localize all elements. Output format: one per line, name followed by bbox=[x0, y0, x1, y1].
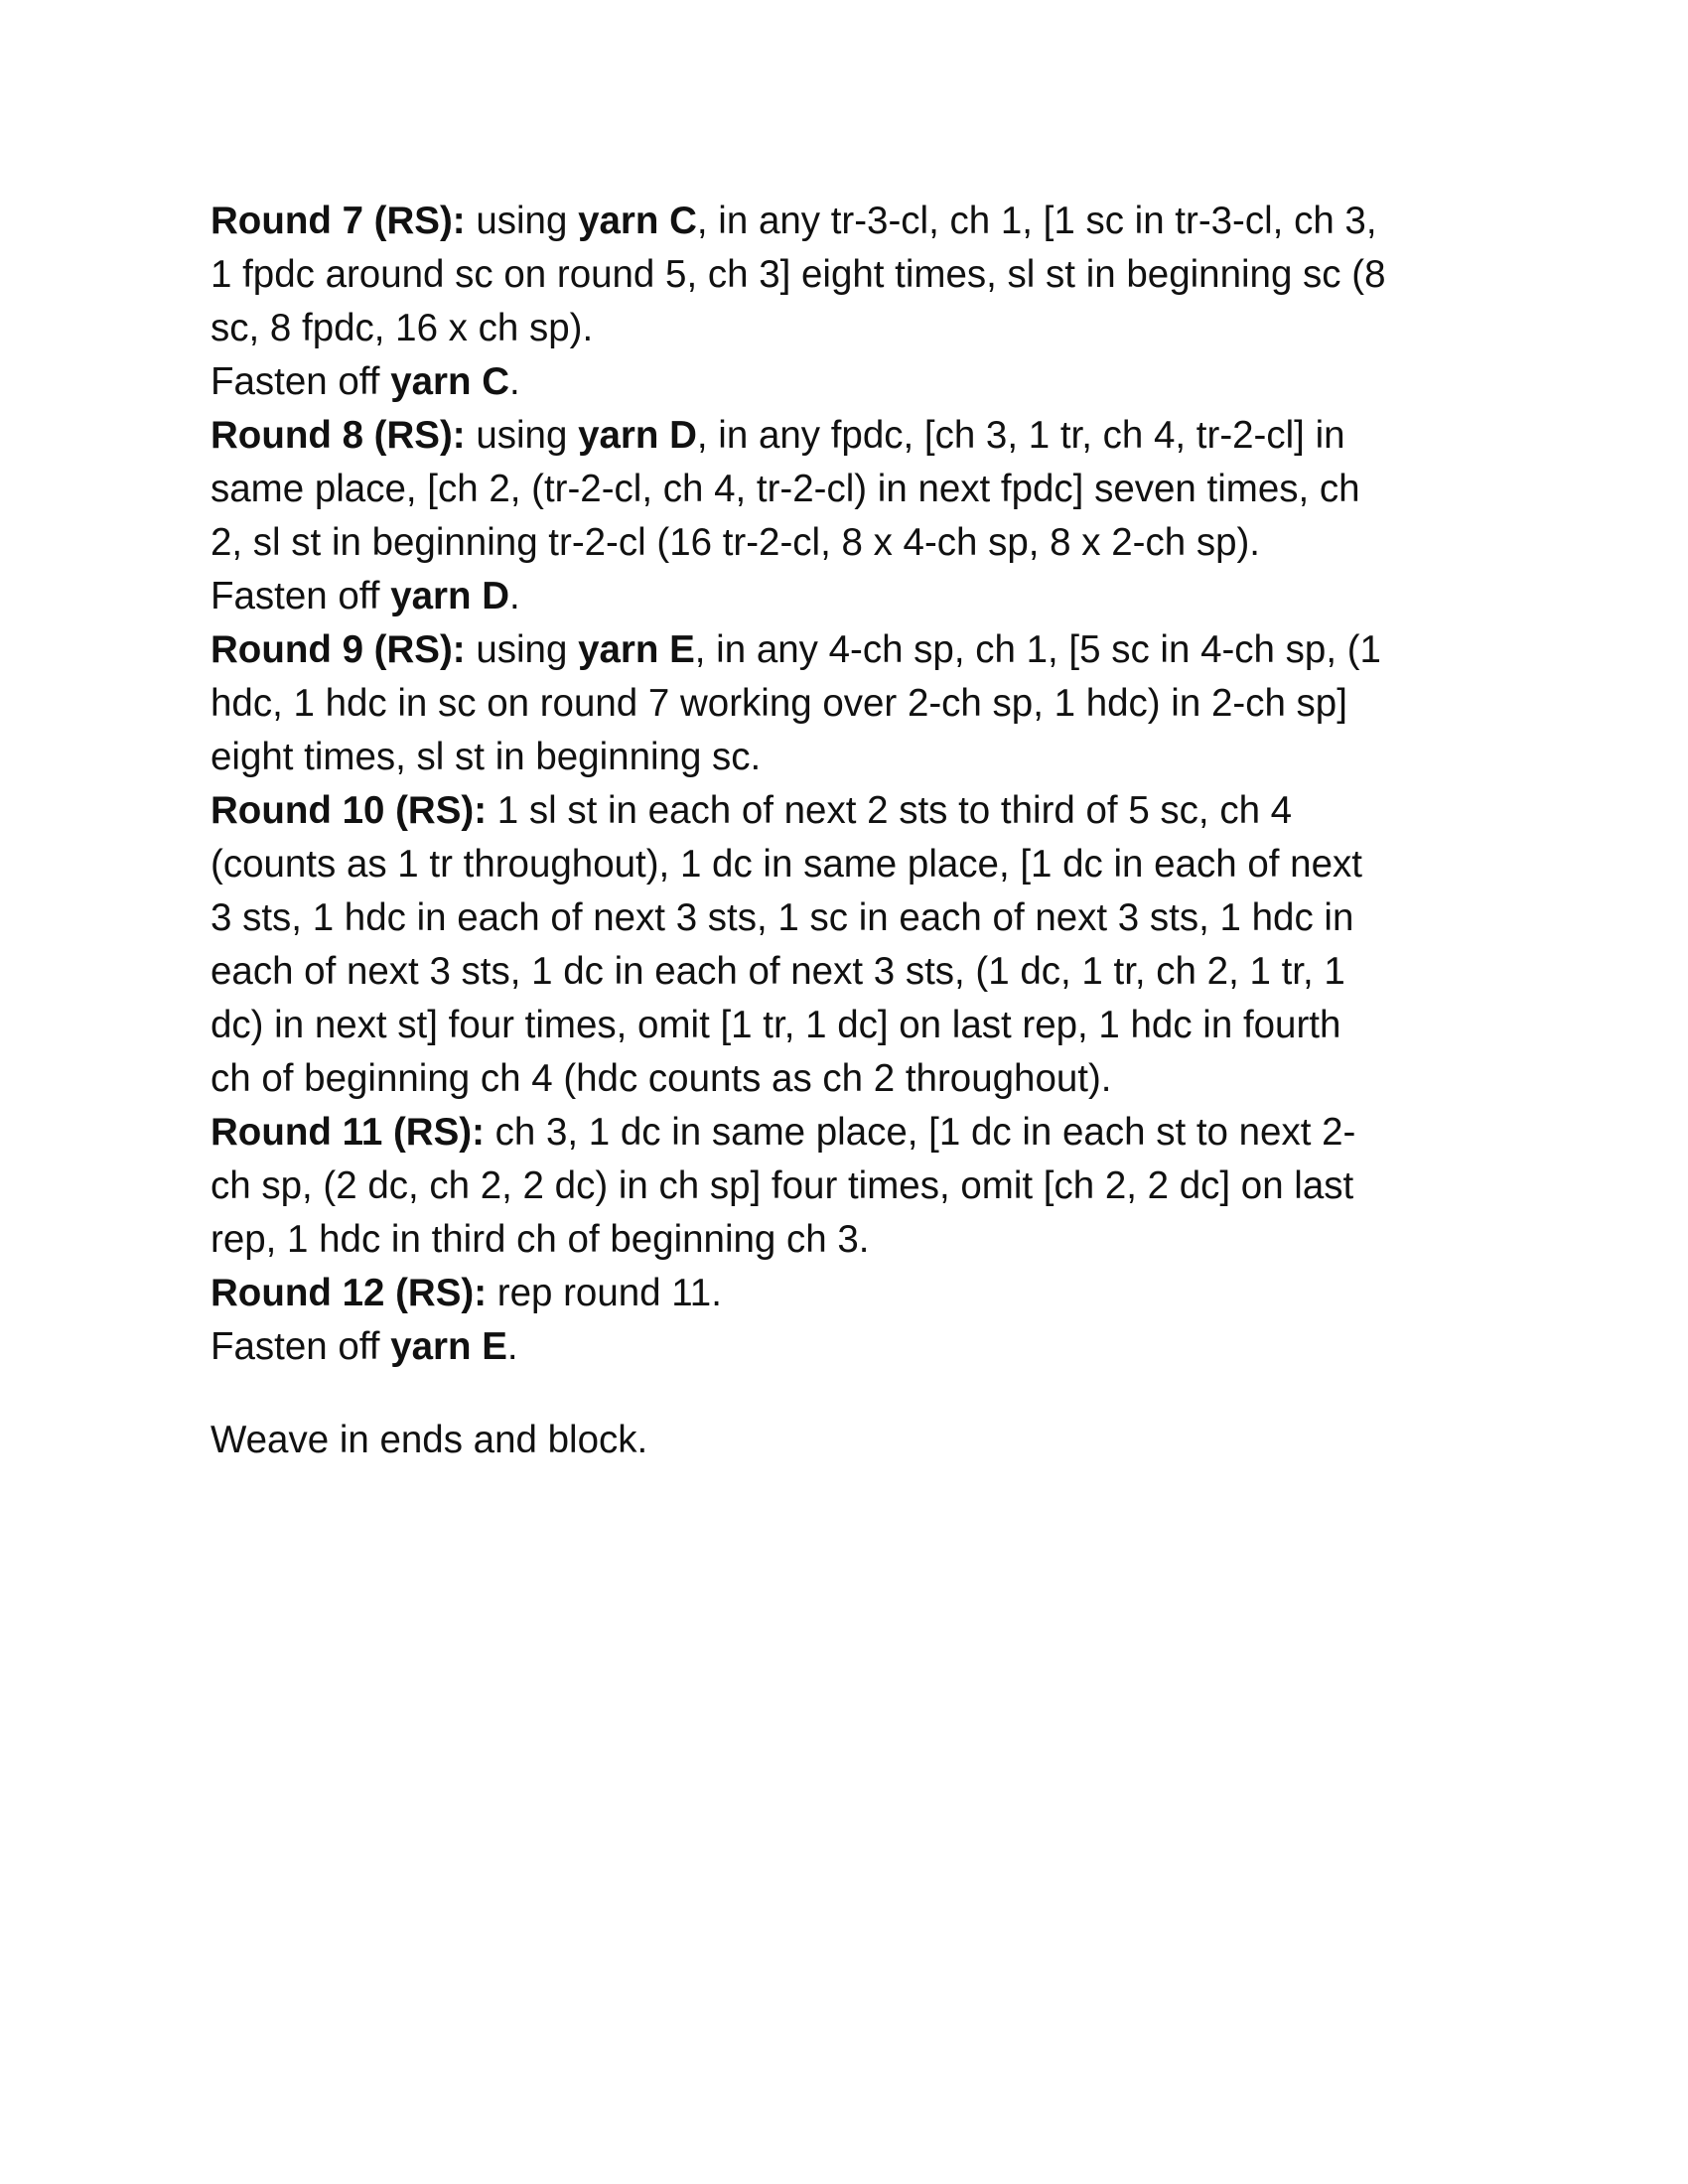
text-line bbox=[211, 731, 1501, 784]
text-run: same place, [ch 2, (tr-2-cl, ch 4, tr-2-cl) in next fpdc] seven times, ch bbox=[211, 468, 1360, 510]
bold-text-run: Round 12 (RS): bbox=[211, 1272, 488, 1314]
text-line bbox=[211, 355, 1501, 409]
text-line bbox=[211, 409, 1501, 463]
text-run: eight times, sl st in beginning sc. bbox=[211, 736, 762, 778]
text-line bbox=[211, 195, 1501, 248]
text-line bbox=[211, 1414, 1501, 1467]
bold-text-run: yarn E bbox=[390, 1325, 507, 1368]
text-line bbox=[211, 1267, 1501, 1320]
text-line bbox=[211, 302, 1501, 355]
document-page bbox=[211, 195, 1501, 1467]
text-line bbox=[211, 891, 1501, 945]
text-run: each of next 3 sts, 1 dc in each of next 3 sts, (1 dc, 1 tr, ch 2, 1 tr, 1 bbox=[211, 950, 1345, 993]
text-line bbox=[211, 784, 1501, 838]
text-line bbox=[211, 677, 1501, 731]
text-run: , in any tr-3-cl, ch 1, [1 sc in tr-3-cl, ch 3, bbox=[696, 200, 1377, 242]
paragraph-gap bbox=[211, 1374, 1501, 1414]
bold-text-run: yarn C bbox=[578, 200, 697, 242]
bold-text-run: Round 10 (RS): bbox=[211, 789, 488, 832]
text-line bbox=[211, 945, 1501, 999]
text-run: Fasten off bbox=[211, 1325, 391, 1368]
bold-text-run: yarn D bbox=[390, 575, 510, 617]
text-run: using bbox=[465, 414, 579, 457]
text-run: , in any fpdc, [ch 3, 1 tr, ch 4, tr-2-cl] in bbox=[696, 414, 1345, 457]
text-run: rep, 1 hdc in third ch of beginning ch 3. bbox=[211, 1218, 870, 1261]
text-run: . bbox=[506, 1325, 518, 1368]
text-run: 3 sts, 1 hdc in each of next 3 sts, 1 sc in each of next 3 sts, 1 hdc in bbox=[211, 896, 1354, 939]
text-run: ch 3, 1 dc in same place, [1 dc in each st to next 2- bbox=[484, 1111, 1356, 1154]
bold-text-run: yarn C bbox=[390, 360, 510, 403]
text-line bbox=[211, 463, 1501, 516]
text-line bbox=[211, 1160, 1501, 1213]
text-run: . bbox=[509, 360, 520, 403]
text-line bbox=[211, 516, 1501, 570]
bold-text-run: Round 9 (RS): bbox=[211, 628, 466, 671]
text-run: . bbox=[509, 575, 520, 617]
text-run: ch sp, (2 dc, ch 2, 2 dc) in ch sp] four times, omit [ch 2, 2 dc] on last bbox=[211, 1164, 1354, 1207]
text-run: Fasten off bbox=[211, 575, 391, 617]
text-line bbox=[211, 1213, 1501, 1267]
text-run: Weave in ends and block. bbox=[211, 1419, 648, 1461]
text-run: rep round 11. bbox=[487, 1272, 722, 1314]
text-run: , in any 4-ch sp, ch 1, [5 sc in 4-ch sp, (1 bbox=[694, 628, 1381, 671]
text-run: (counts as 1 tr throughout), 1 dc in same place, [1 dc in each of next bbox=[211, 843, 1362, 886]
text-line bbox=[211, 1052, 1501, 1106]
bold-text-run: Round 11 (RS): bbox=[211, 1111, 485, 1154]
text-run: using bbox=[465, 628, 579, 671]
text-line bbox=[211, 999, 1501, 1052]
text-run: 1 sl st in each of next 2 sts to third of 5 sc, ch 4 bbox=[487, 789, 1293, 832]
text-run: 2, sl st in beginning tr-2-cl (16 tr-2-cl, 8 x 4-ch sp, 8 x 2-ch sp). bbox=[211, 521, 1261, 564]
text-line bbox=[211, 570, 1501, 623]
text-line bbox=[211, 1320, 1501, 1374]
text-line bbox=[211, 1106, 1501, 1160]
text-run: Fasten off bbox=[211, 360, 391, 403]
text-run: 1 fpdc around sc on round 5, ch 3] eight times, sl st in beginning sc (8 bbox=[211, 253, 1386, 296]
text-line bbox=[211, 838, 1501, 891]
bold-text-run: yarn E bbox=[578, 628, 695, 671]
text-run: using bbox=[465, 200, 579, 242]
text-line bbox=[211, 623, 1501, 677]
text-run: hdc, 1 hdc in sc on round 7 working over 2-ch sp, 1 hdc) in 2-ch sp] bbox=[211, 682, 1347, 725]
text-run: ch of beginning ch 4 (hdc counts as ch 2 throughout). bbox=[211, 1057, 1112, 1100]
text-run: sc, 8 fpdc, 16 x ch sp). bbox=[211, 307, 594, 349]
bold-text-run: Round 8 (RS): bbox=[211, 414, 466, 457]
text-line bbox=[211, 248, 1501, 302]
bold-text-run: yarn D bbox=[578, 414, 697, 457]
bold-text-run: Round 7 (RS): bbox=[211, 200, 466, 242]
text-run: dc) in next st] four times, omit [1 tr, 1 dc] on last rep, 1 hdc in fourth bbox=[211, 1004, 1341, 1046]
